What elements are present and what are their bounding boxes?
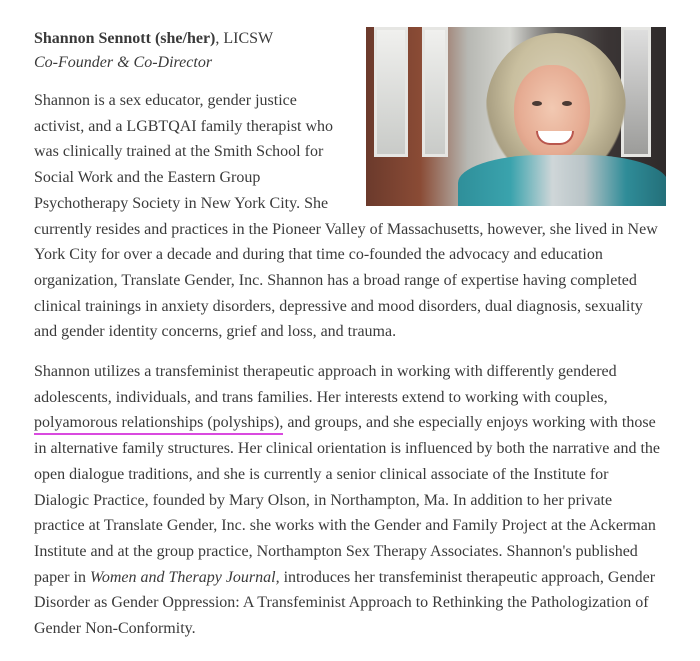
portrait-face <box>514 65 590 161</box>
profile-role: Co-Founder & Co-Director <box>34 54 213 71</box>
portrait-photo <box>366 27 666 206</box>
bio-text: Shannon utilizes a transfeminist therapeutic approach in working with differently gendered adolescents, individuals, and trans families. Her interests extend to working with couples, <box>34 363 617 406</box>
portrait-scarf <box>458 155 666 206</box>
bio-section <box>34 27 666 656</box>
background-window <box>621 27 651 157</box>
profile-name: Shannon Sennott (she/her) <box>34 30 216 47</box>
portrait-eye <box>562 101 572 106</box>
polyamory-highlight: polyamorous relationships (polyships), <box>34 414 283 435</box>
bio-paragraph-2 <box>34 359 666 642</box>
journal-title: Women and Therapy Journal, <box>89 568 280 586</box>
bio-text: introduces her transfeminist therapeutic approach, Gender Disorder as Gender Oppression: A Transfeminist Approach to Rethinking the Pathologization of Gender Non-Conformity. <box>34 568 656 638</box>
bio-text: and groups, and she especially enjoys working with those in alternative family structures. Her clinical orientation is influenced by both the narrative and the open dialogue traditions, and she is currently a senior clinical associate of the Institute for Dialogic Practice, founded by Mary Olson, in Northampton, Ma. In addition to her private practice at Translate Gender, Inc. she works with the Gender and Family Project at the Ackerman Institute and at the group practice, Northampton Sex Therapy Associates. Shannon's published paper in <box>34 414 660 586</box>
profile-credential: , LICSW <box>215 30 274 47</box>
background-window <box>374 27 408 157</box>
bio-paragraph-1: Shannon is a sex educator, gender justice activist, and a LGBTQAI family therapist who was clinically trained at the Smith School for Social Work and the Eastern Group Psychotherapy Society in New York City. She currently resides and practices in the Pioneer Valley of Massachusetts, however, she lived in New York City for over a decade and during that time co-founded the advocacy and education organization, Translate Gender, Inc. Shannon has a broad range of expertise having completed clinical trainings in anxiety disorders, depressive and mood disorders, dual diagnosis, sexuality and gender identity concerns, grief and loss, and trauma. <box>34 92 658 341</box>
background-window <box>422 27 448 157</box>
portrait-eye <box>532 101 542 106</box>
